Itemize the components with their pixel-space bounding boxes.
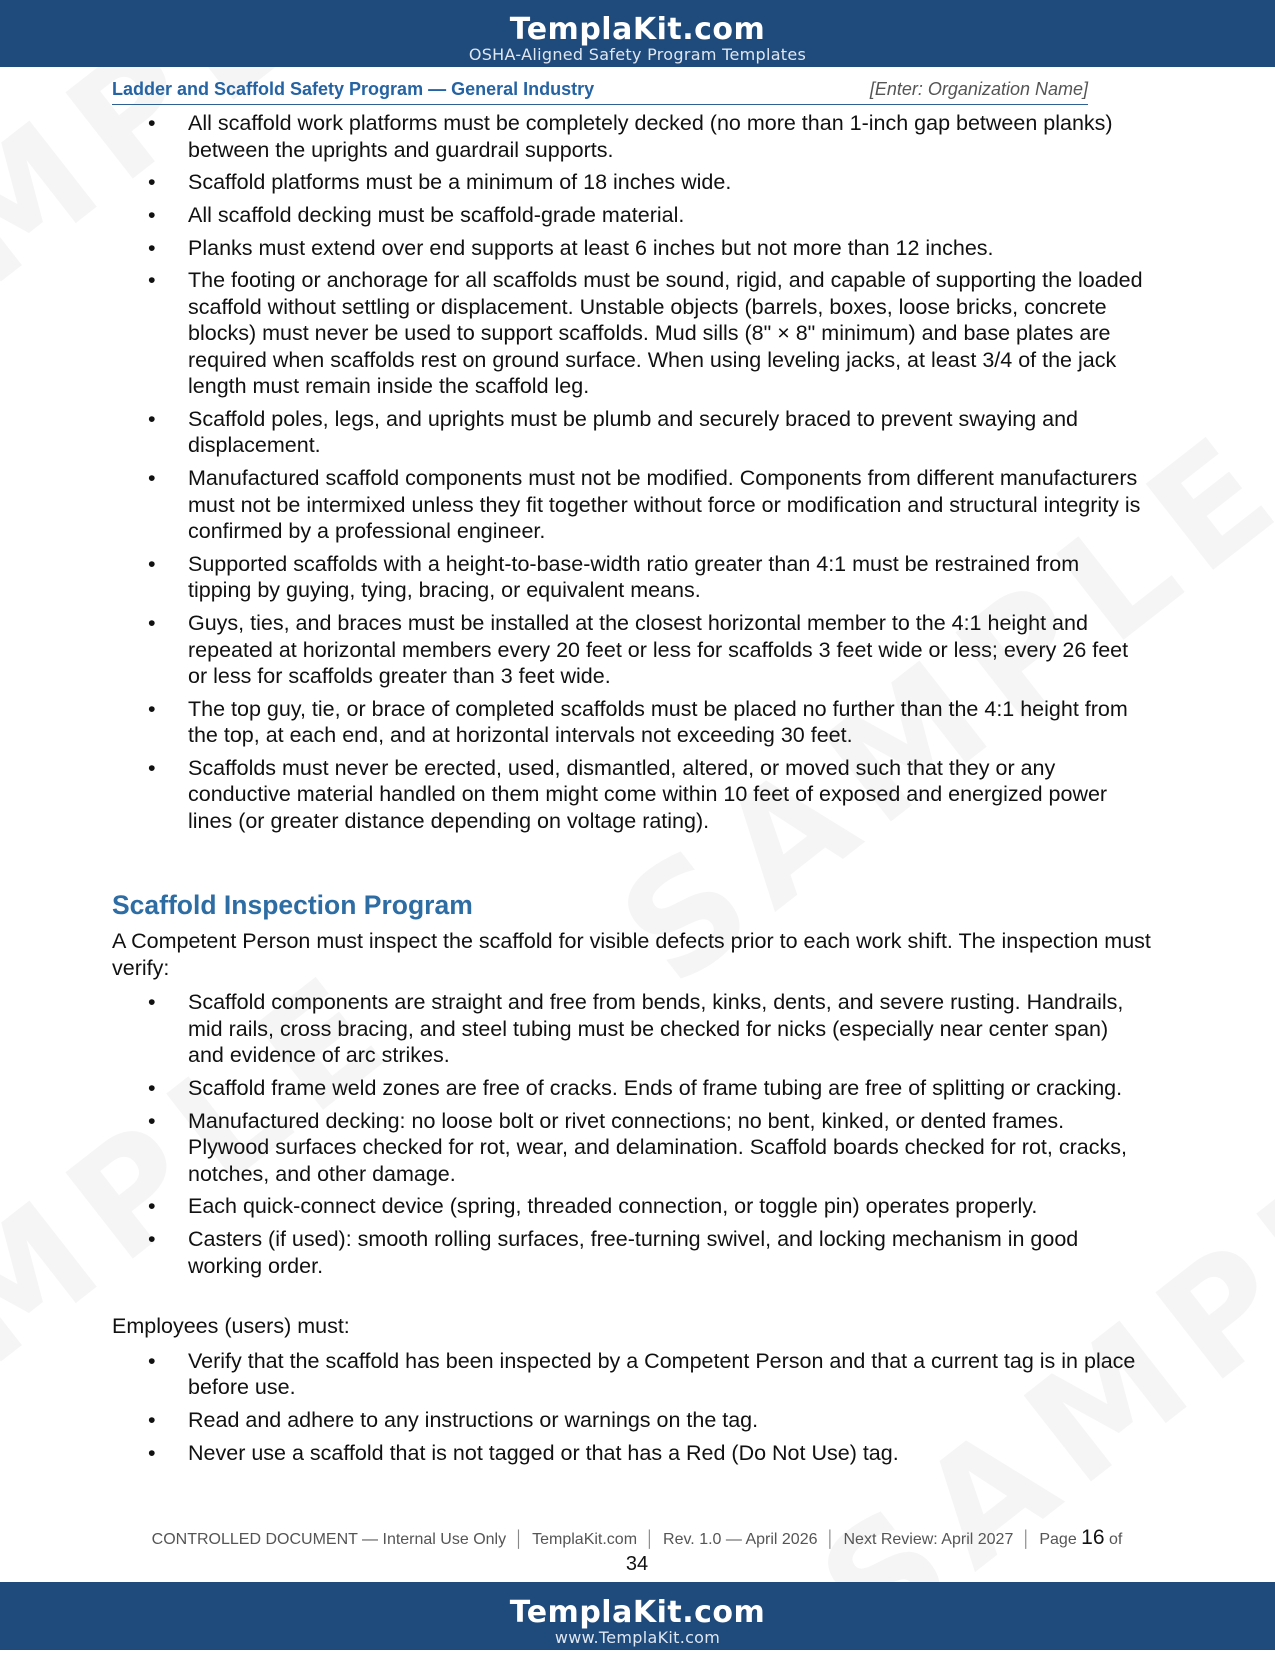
footer-banner	[0, 1582, 1275, 1650]
list-item: • Planks must extend over end supports at least 6 inches but not more than 12 inches.	[188, 235, 1162, 262]
organization-placeholder: [Enter: Organization Name]	[869, 79, 1088, 99]
inspection-checklist	[112, 989, 1162, 1279]
list-item: • Read and adhere to any instructions or warnings on the tag.	[188, 1407, 1162, 1434]
footer-separator: │	[825, 1531, 836, 1548]
brand-tagline: OSHA-Aligned Safety Program Templates	[468, 45, 807, 64]
page-label: Page	[1039, 1531, 1077, 1548]
inspection-intro: A Competent Person must inspect the scaffold for visible defects prior to each work shift. The inspection must verify:	[112, 929, 1151, 980]
list-item: • All scaffold decking must be scaffold-grade material.	[188, 202, 1162, 229]
user-duties-list	[112, 1348, 1162, 1466]
section-heading: Scaffold Inspection Program	[112, 890, 473, 921]
site-url: www.TemplaKit.com	[554, 1628, 721, 1647]
brand-logo-text: TemplaKit.com	[509, 1595, 766, 1630]
page-total: 34	[625, 1553, 649, 1575]
list-item: • Scaffold frame weld zones are free of cracks. Ends of frame tubing are free of splitting or cracking.	[188, 1075, 1162, 1102]
list-item: • The top guy, tie, or brace of completed scaffolds must be placed no further than the 4:1 height from the top, at each end, and at horizontal intervals not exceeding 30 feet.	[188, 696, 1162, 749]
page-body	[112, 110, 1162, 1472]
list-item: • Scaffolds must never be erected, used, dismantled, altered, or moved such that they or any conductive material handled on them might come within 10 feet of exposed and energized power lines (or greater distance depending on voltage rating).	[188, 755, 1162, 835]
list-item: • Verify that the scaffold has been inspected by a Competent Person and that a current tag is in place before use.	[188, 1348, 1162, 1401]
list-item: • All scaffold work platforms must be completely decked (no more than 1-inch gap between planks) between the uprights and guardrail supports.	[188, 110, 1162, 163]
document-title: Ladder and Scaffold Safety Program — General Industry	[112, 79, 595, 99]
list-item: • Scaffold poles, legs, and uprights must be plumb and securely braced to prevent swaying and displacement.	[188, 406, 1162, 459]
footer-separator: │	[1021, 1531, 1032, 1548]
header-banner	[0, 0, 1275, 67]
list-item: • Manufactured scaffold components must not be modified. Components from different manufacturers must not be intermixed unless they fit together without force or modification and structural integrity is confirmed by a professional engineer.	[188, 465, 1162, 545]
page-number: 16	[1081, 1526, 1105, 1549]
footer-separator: │	[514, 1531, 525, 1548]
list-item: • Scaffold platforms must be a minimum of 18 inches wide.	[188, 169, 1162, 196]
running-head	[112, 77, 1088, 105]
page-of-label: of	[1108, 1531, 1123, 1548]
list-item: • Scaffold components are straight and free from bends, kinks, dents, and severe rusting. Handrails, mid rails, cross bracing, and steel tubing must be checked for nicks (especially near center span) and evidence of arc strikes.	[188, 989, 1162, 1069]
users-intro: Employees (users) must:	[112, 1314, 350, 1339]
footer-separator: │	[645, 1531, 656, 1548]
scaffold-requirements-list	[112, 110, 1162, 834]
list-item: • Casters (if used): smooth rolling surfaces, free-turning swivel, and locking mechanism in good working order.	[188, 1226, 1162, 1279]
list-item: • Never use a scaffold that is not tagged or that has a Red (Do Not Use) tag.	[188, 1440, 1162, 1467]
list-item: • Supported scaffolds with a height-to-base-width ratio greater than 4:1 must be restrained from tipping by guying, tying, bracing, or equivalent means.	[188, 551, 1162, 604]
list-item: • Manufactured decking: no loose bolt or rivet connections; no bent, kinked, or dented frames. Plywood surfaces checked for rot, wear, and delamination. Scaffold boards checked for rot, cracks, notches, and other damage.	[188, 1108, 1162, 1188]
list-item: • Each quick-connect device (spring, threaded connection, or toggle pin) operates properly.	[188, 1193, 1162, 1220]
page-footer	[112, 1525, 1162, 1577]
brand-logo-text: TemplaKit.com	[509, 12, 766, 47]
list-item: • The footing or anchorage for all scaffolds must be sound, rigid, and capable of supporting the loaded scaffold without settling or displacement. Unstable objects (barrels, boxes, loose bricks, concrete blocks) must never be used to support scaffolds. Mud sills (8" × 8" minimum) and base plates are required when scaffolds rest on ground surface. When using leveling jacks, at least 3/4 of the jack length must remain inside the scaffold leg.	[188, 267, 1162, 400]
list-item: • Guys, ties, and braces must be installed at the closest horizontal member to the 4:1 height and repeated at horizontal members every 20 feet or less for scaffolds 3 feet wide or less; every 26 feet or less for scaffolds greater than 3 feet wide.	[188, 610, 1162, 690]
next-review-date: Next Review: April 2027	[843, 1531, 1014, 1548]
footer-site: TemplaKit.com	[532, 1531, 638, 1548]
revision-info: Rev. 1.0 — April 2026	[663, 1531, 818, 1548]
controlled-document-notice: CONTROLLED DOCUMENT — Internal Use Only	[151, 1531, 507, 1548]
